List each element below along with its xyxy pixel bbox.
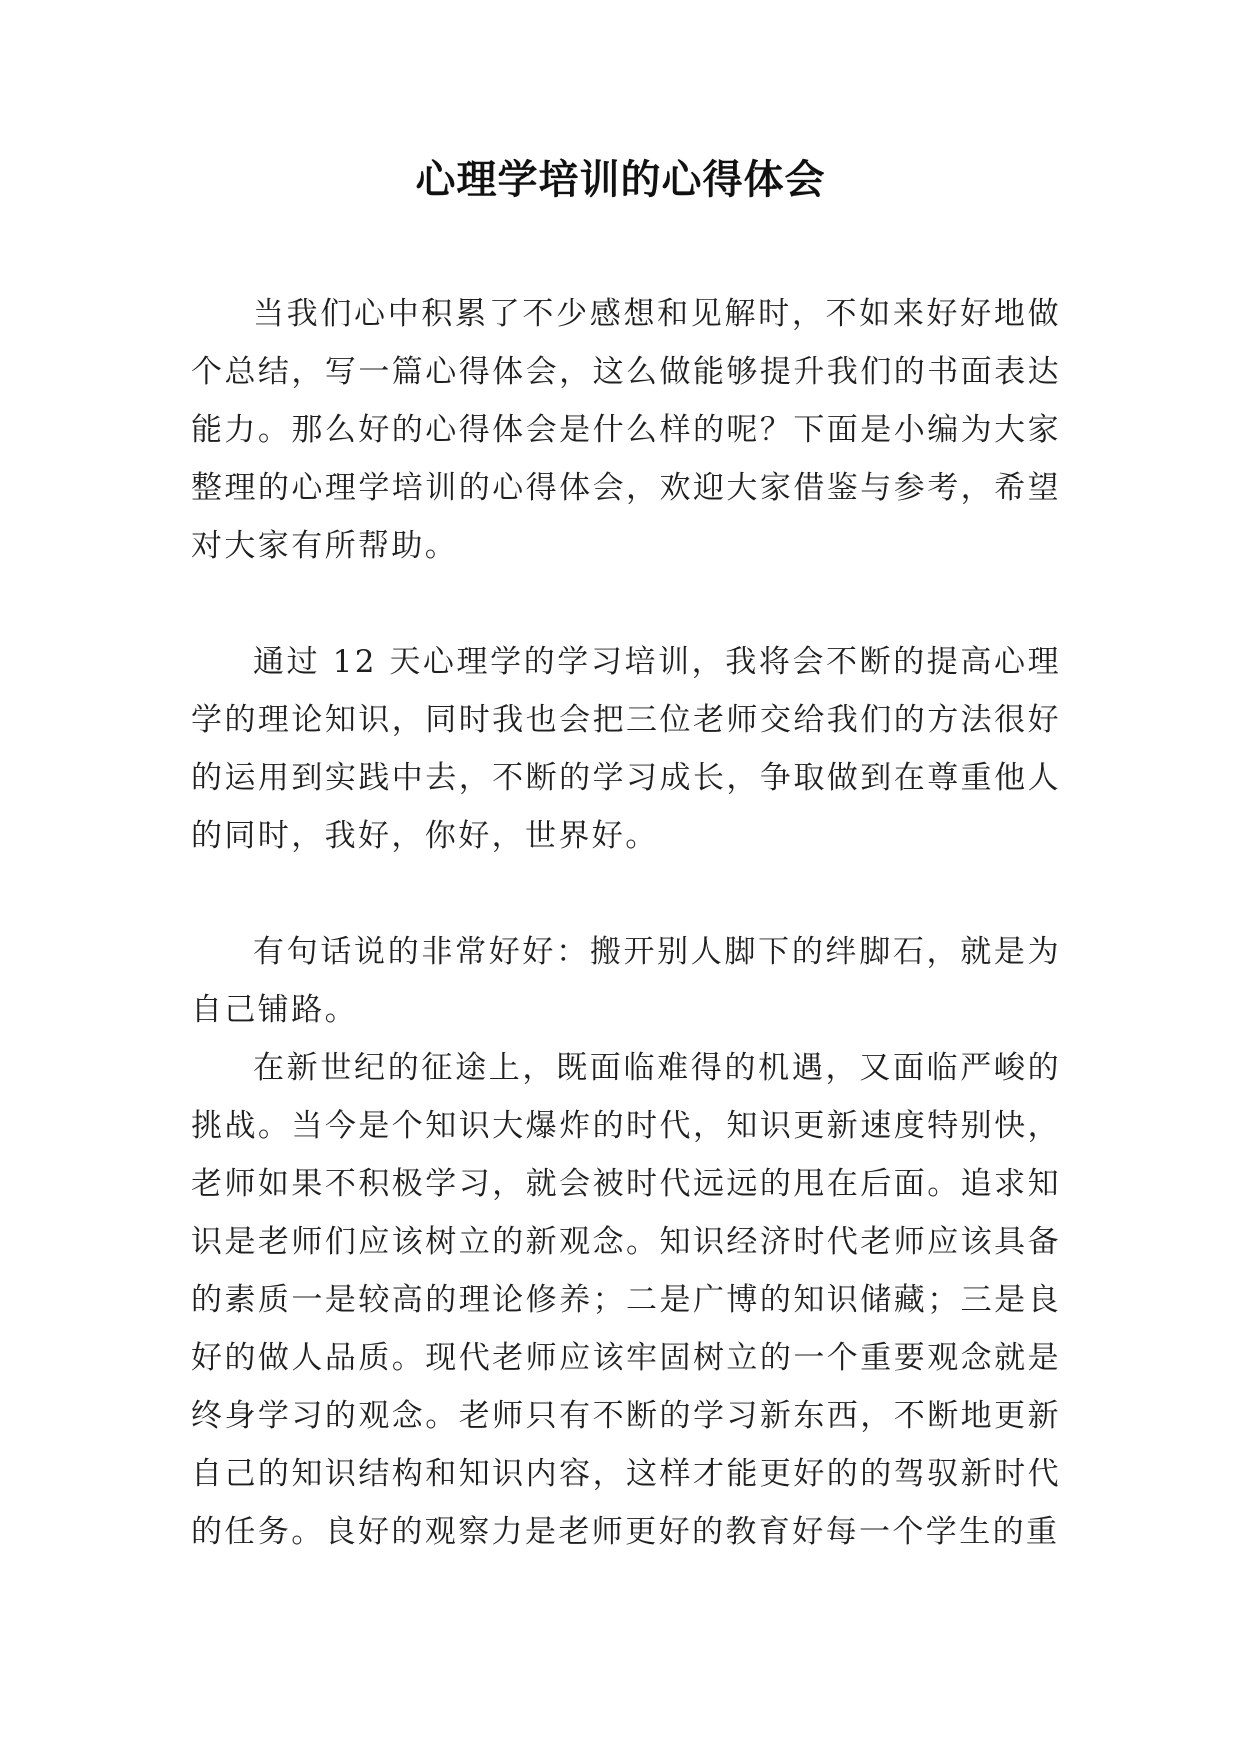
training-section	[191, 633, 1061, 865]
document-title: 心理学培训的心得体会	[415, 156, 826, 203]
paragraph-saying: 有句话说的非常好好：搬开别人脚下的绊脚石，就是为自己铺路。	[191, 934, 1061, 1028]
paragraph-training: 通过 12 天心理学的学习培训，我将会不断的提高心理学的理论知识，同时我也会把三位老师交给我们的方法很好的运用到实践中去，不断的学习成长，争取做到在尊重他人的同时，我好，你好，世界好。	[191, 644, 1061, 854]
reflection-section	[191, 923, 1061, 1561]
paragraph-intro: 当我们心中积累了不少感想和见解时，不如来好好地做个总结，写一篇心得体会，这么做能够提升我们的书面表达能力。那么好的心得体会是什么样的呢？下面是小编为大家整理的心理学培训的心得体会，欢迎大家借鉴与参考，希望对大家有所帮助。	[191, 296, 1061, 564]
paragraph-new-century: 在新世纪的征途上，既面临难得的机遇，又面临严峻的挑战。当今是个知识大爆炸的时代，知识更新速度特别快，老师如果不积极学习，就会被时代远远的甩在后面。追求知识是老师们应该树立的新观念。知识经济时代老师应该具备的素质一是较高的理论修养；二是广博的知识储藏；三是良好的做人品质。现代老师应该牢固树立的一个重要观念就是终身学习的观念。老师只有不断的学习新东西，不断地更新自己的知识结构和知识内容，这样才能更好的的驾驭新时代的任务。良好的观察力是老师更好的教育好每一个学生的重	[191, 1050, 1061, 1550]
intro-section	[191, 285, 1061, 575]
